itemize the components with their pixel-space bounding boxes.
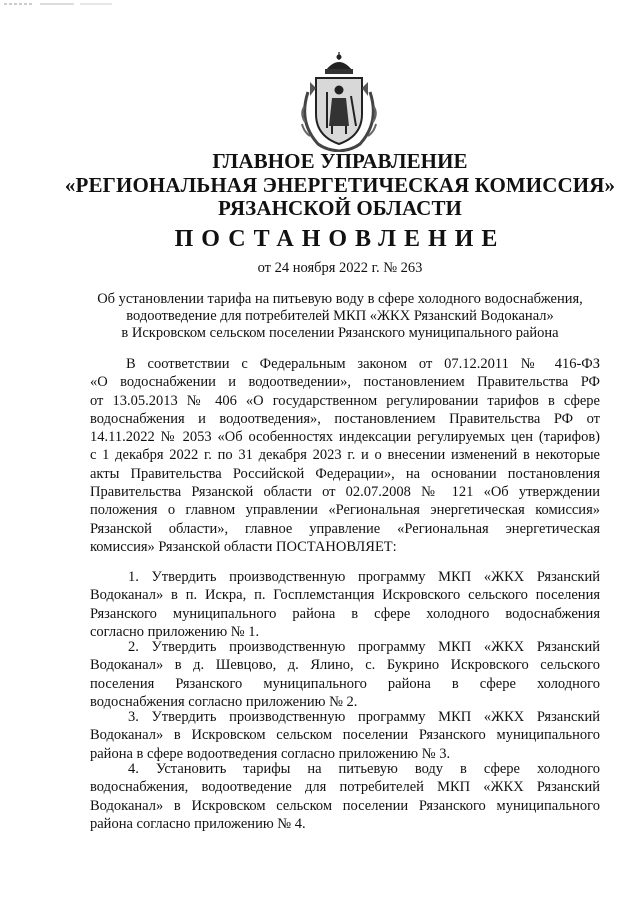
document-date-number: от 24 ноября 2022 г. № 263 (257, 260, 423, 276)
preamble-line: 14.11.2022 № 2053 «Об особенностях индексации регулируемых цен (тарифов) (90, 429, 600, 446)
item-line: 1. Утвердить производственную программу МКП «ЖКХ Рязанский (128, 569, 600, 585)
preamble-line: акты Правительства Российской Федерации», на основании постановления (90, 465, 600, 482)
item-line: района согласно приложению № 4. (90, 815, 306, 832)
subject-line: водоотведение для потребителей МКП «ЖКХ Рязанский Водоканал» (126, 308, 554, 324)
item-line: водоснабжения, водоотведение для потребителей МКП «ЖКХ Рязанский (90, 779, 600, 796)
item-line: поселения Рязанского муниципального района в сфере холодного (90, 675, 600, 692)
preamble-line: В соответствии с Федеральным законом от 07.12.2011 № 416-ФЗ (126, 356, 600, 372)
item-paragraph-3 (90, 708, 600, 763)
preamble-line: положения о главном управлении «Региональная энергетическая комиссия» (90, 502, 600, 519)
item-line: 2. Утвердить производственную программу МКП «ЖКХ Рязанский (128, 639, 600, 655)
item-paragraph-1 (90, 568, 600, 641)
item-paragraph-2 (90, 638, 600, 711)
item-paragraph-4 (90, 760, 600, 833)
item-line: водоснабжения согласно приложению № 2. (90, 693, 358, 710)
authority-name-line-1: ГЛАВНОЕ УПРАВЛЕНИЕ (212, 149, 468, 173)
item-line: согласно приложению № 1. (90, 623, 260, 640)
coat-of-arms-icon (296, 52, 382, 152)
preamble-line: с 1 декабря 2022 г. по 31 декабря 2023 г. и о внесении изменений в некоторые (90, 447, 600, 464)
preamble-line: водоснабжения и водоотведения», постановлением Правительства РФ от (90, 410, 600, 427)
item-line: 4. Установить тарифы на питьевую воду в сфере холодного (128, 761, 600, 777)
item-line: Рязанского муниципального района в сфере холодного водоснабжения (90, 605, 600, 622)
preamble-line: комиссия» Рязанской области ПОСТАНОВЛЯЕТ: (90, 538, 397, 555)
preamble-line: от 13.05.2013 № 406 «О государственном регулировании тарифов в сфере (90, 392, 600, 409)
item-line: 3. Утвердить производственную программу МКП «ЖКХ Рязанский (128, 709, 600, 725)
scan-artifact (4, 2, 114, 6)
preamble-line: Рязанской области», главное управление «Региональная энергетическая (90, 520, 600, 537)
item-line: района в сфере водоотведения согласно приложению № 3. (90, 745, 451, 762)
subject-line: в Искровском сельском поселении Рязанского муниципального района (121, 325, 559, 341)
subject-line: Об установлении тарифа на питьевую воду в сфере холодного водоснабжения, (97, 291, 583, 307)
item-line: Водоканал» в Искровском сельском поселении Рязанского муниципального (90, 727, 600, 744)
document-subject (70, 291, 610, 342)
item-line: Водоканал» в п. Искра, п. Госплемстанция Искровского сельского поселения (90, 587, 600, 604)
preamble-paragraph (90, 355, 600, 556)
document-type-title: ПОСТАНОВЛЕНИЕ (174, 226, 506, 252)
item-line: Водоканал» в Искровском сельском поселении Рязанского муниципального (90, 797, 600, 814)
authority-name-line-3: РЯЗАНСКОЙ ОБЛАСТИ (218, 196, 462, 220)
preamble-line: Правительства Рязанской области от 02.07.2008 № 121 «Об утверждении (90, 484, 600, 501)
item-line: Водоканал» в д. Шевцово, д. Ялино, с. Букрино Искровского сельского (90, 657, 600, 674)
authority-name-line-2: «РЕГИОНАЛЬНАЯ ЭНЕРГЕТИЧЕСКАЯ КОМИССИЯ» (64, 173, 616, 197)
preamble-line: «О водоснабжении и водоотведении», постановлением Правительства РФ (90, 374, 600, 391)
